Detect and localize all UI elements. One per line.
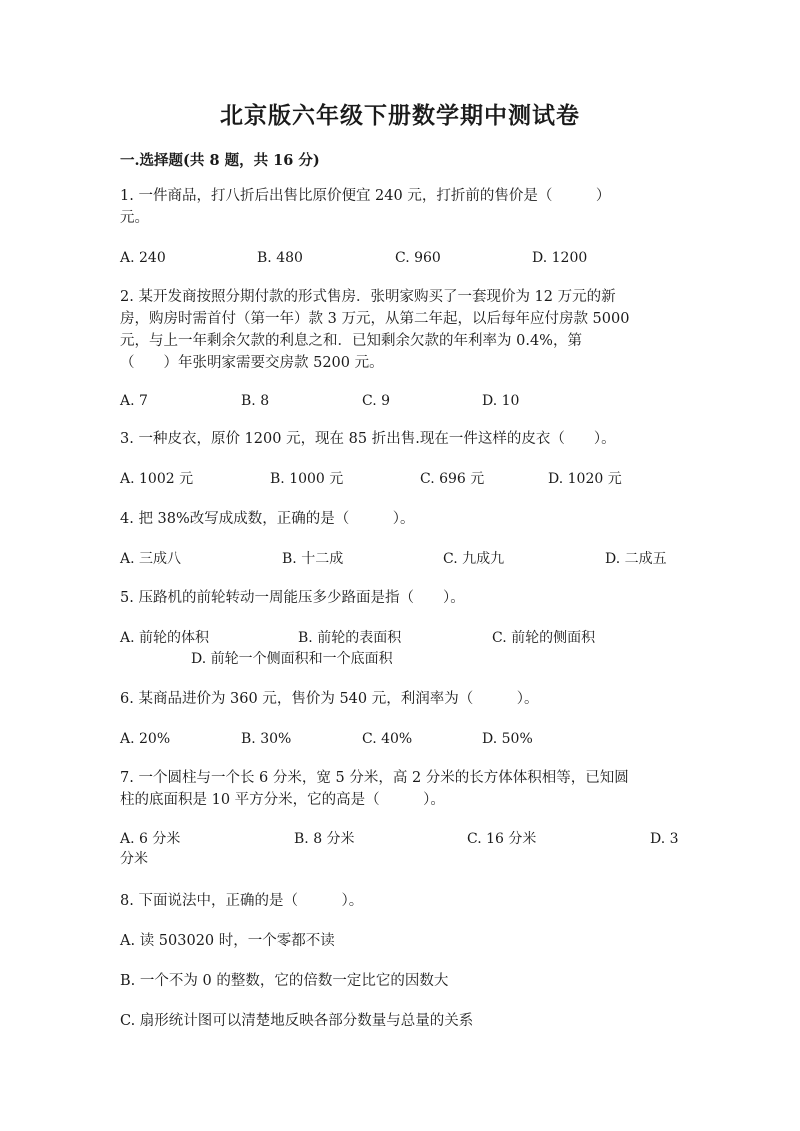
question-text-line: 柱的底面积是 10 平方分米，它的高是（ ）。 <box>120 792 445 808</box>
option-b: B. 480 <box>257 250 303 266</box>
option-a: A. 前轮的体积 <box>120 630 210 646</box>
option-a: A. 20% <box>120 731 171 747</box>
question-3 <box>120 428 680 450</box>
option-d: D. 3 <box>650 831 679 847</box>
option-c: C. 9 <box>362 393 391 409</box>
option-c: C. 九成九 <box>443 551 505 567</box>
option-c: C. 前轮的侧面积 <box>492 630 596 646</box>
question-text-line: 6. 某商品进价为 360 元，售价为 540 元，利润率为（ ）。 <box>120 691 539 707</box>
option-d: D. 1200 <box>532 250 588 266</box>
question-text-line: 元，与上一年剩余欠款的利息之和．已知剩余欠款的年利率为 0.4%，第 <box>120 333 582 349</box>
option-c: C. 扇形统计图可以清楚地反映各部分数量与总量的关系 <box>120 1013 474 1029</box>
option-a: A. 6 分米 <box>120 831 181 847</box>
option-b: B. 十二成 <box>282 551 344 567</box>
question-text-line: （ ）年张明家需要交房款 5200 元。 <box>120 355 384 371</box>
section-heading: 一.选择题(共 8 题，共 16 分) <box>120 152 320 169</box>
question-2 <box>120 286 680 374</box>
option-a: A. 读 503020 时，一个零都不读 <box>120 933 335 949</box>
option-c: C. 40% <box>362 731 413 747</box>
question-text-line: 8. 下面说法中，正确的是（ ）。 <box>120 893 364 909</box>
question-text-line: 5. 压路机的前轮转动一周能压多少路面是指（ ）。 <box>120 590 465 606</box>
option-b: B. 8 分米 <box>294 831 355 847</box>
question-7 <box>120 767 680 811</box>
option-d: D. 二成五 <box>605 551 667 567</box>
question-6 <box>120 688 680 710</box>
option-d: D. 1020 元 <box>548 471 622 487</box>
option-a: A. 1002 元 <box>120 471 194 487</box>
question-text-line: 7. 一个圆柱与一个长 6 分米，宽 5 分米，高 2 分米的长方体体积相等，已知圆 <box>120 770 629 786</box>
option-b: B. 1000 元 <box>270 471 344 487</box>
question-text-line: 1. 一件商品，打八折后出售比原价便宜 240 元，打折前的售价是（ ） <box>120 188 611 204</box>
question-text-line: 房，购房时需首付（第一年）款 3 万元，从第二年起，以后每年应付房款 5000 <box>120 311 630 327</box>
option-d-continued: 分米 <box>120 851 148 867</box>
question-5 <box>120 587 680 609</box>
option-b: B. 一个不为 0 的整数，它的倍数一定比它的因数大 <box>120 973 449 989</box>
question-8 <box>120 890 680 912</box>
option-b: B. 8 <box>241 393 270 409</box>
option-a: A. 三成八 <box>120 551 182 567</box>
page-title: 北京版六年级下册数学期中测试卷 <box>220 102 580 129</box>
option-b: B. 前轮的表面积 <box>298 630 402 646</box>
option-d: D. 前轮一个侧面积和一个底面积 <box>191 651 393 667</box>
option-d: D. 10 <box>482 393 520 409</box>
option-c: C. 16 分米 <box>467 831 537 847</box>
question-text-line: 2. 某开发商按照分期付款的形式售房．张明家购买了一套现价为 12 万元的新 <box>120 289 616 305</box>
option-b: B. 30% <box>241 731 292 747</box>
question-1 <box>120 185 680 229</box>
question-text-line: 4. 把 38%改写成成数，正确的是（ ）。 <box>120 511 415 527</box>
option-a: A. 7 <box>120 393 148 409</box>
option-d: D. 50% <box>482 731 533 747</box>
option-c: C. 960 <box>395 250 441 266</box>
question-4 <box>120 508 680 530</box>
question-text-line: 3. 一种皮衣，原价 1200 元，现在 85 折出售.现在一件这样的皮衣（ ）。 <box>120 431 616 447</box>
question-text-line: 元。 <box>120 210 149 226</box>
option-c: C. 696 元 <box>420 471 485 487</box>
option-a: A. 240 <box>120 250 166 266</box>
